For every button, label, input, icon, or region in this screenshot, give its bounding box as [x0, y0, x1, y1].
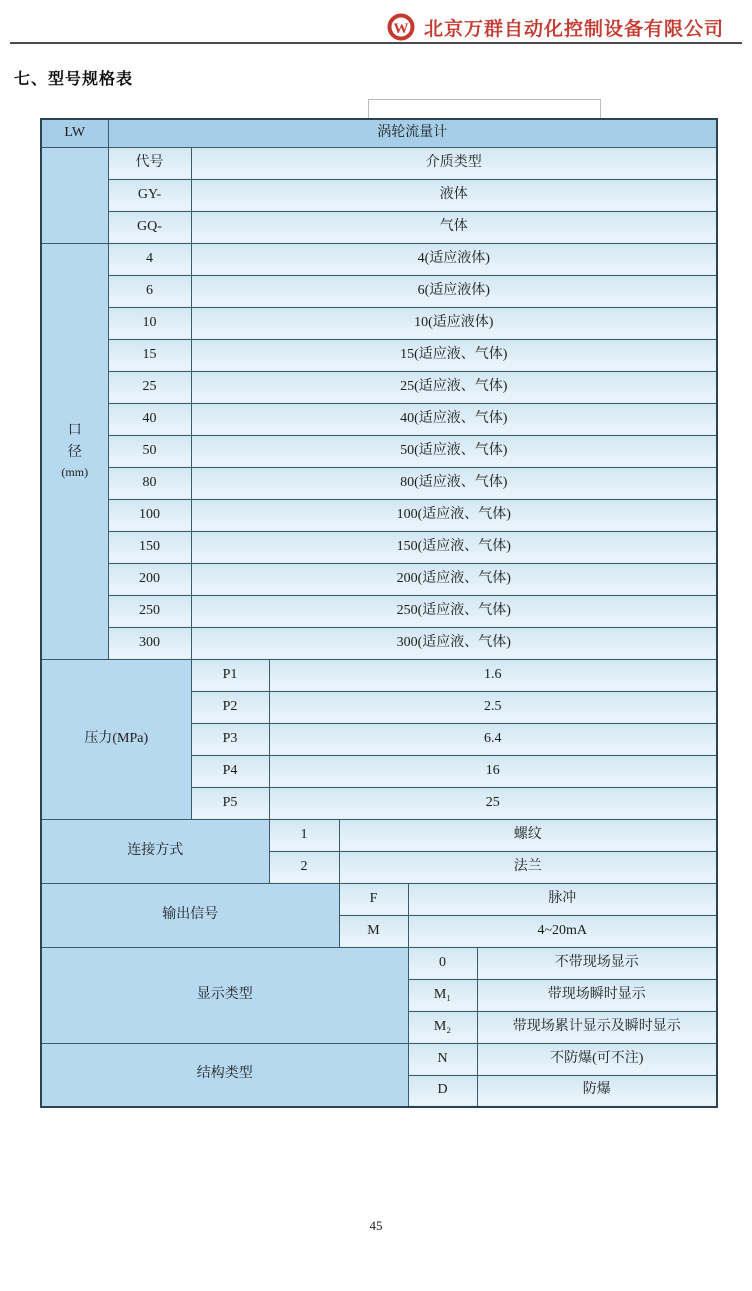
cell-code: 150	[108, 531, 191, 563]
cell-code: M₂	[408, 1011, 477, 1043]
cell-value: 带现场累计显示及瞬时显示	[477, 1011, 717, 1043]
table-row	[41, 371, 717, 403]
table-row	[41, 119, 717, 147]
cell-code: 300	[108, 627, 191, 659]
company-header	[386, 12, 724, 42]
model-name-cell: 涡轮流量计	[108, 119, 717, 147]
cell-value: 25	[269, 787, 717, 819]
output-signal-section-label-cell: 输出信号	[41, 883, 339, 947]
table-row	[41, 819, 717, 851]
table-row	[41, 211, 717, 243]
table-row	[41, 307, 717, 339]
cell-code: P5	[191, 787, 269, 819]
cell-value: 气体	[191, 211, 717, 243]
cell-value: 40(适应液、气体)	[191, 403, 717, 435]
cell-code: D	[408, 1075, 477, 1107]
cell-value: 1.6	[269, 659, 717, 691]
table-row	[41, 147, 717, 179]
cell-value: 防爆	[477, 1075, 717, 1107]
table-row	[41, 467, 717, 499]
table-row	[41, 499, 717, 531]
structure-type-section-label-cell: 结构类型	[41, 1043, 408, 1107]
cell-value: 150(适应液、气体)	[191, 531, 717, 563]
page-title: 七、型号规格表	[14, 71, 134, 88]
cell-value: 25(适应液、气体)	[191, 371, 717, 403]
cell-value: 80(适应液、气体)	[191, 467, 717, 499]
cell-code: 200	[108, 563, 191, 595]
cell-code: 250	[108, 595, 191, 627]
spec-table	[40, 118, 718, 1108]
table-row	[41, 595, 717, 627]
page-number: 45	[369, 1218, 383, 1233]
cell-value: 2.5	[269, 691, 717, 723]
cell-value: 250(适应液、气体)	[191, 595, 717, 627]
cell-value: 螺纹	[339, 819, 717, 851]
cell-value: 不带现场显示	[477, 947, 717, 979]
table-row	[41, 627, 717, 659]
cell-code: 40	[108, 403, 191, 435]
cell-code: P3	[191, 723, 269, 755]
cell-code: P1	[191, 659, 269, 691]
diameter-label-line: 口	[67, 423, 82, 439]
display-type-section-label-cell: 显示类型	[41, 947, 408, 1043]
cell-value: 脉冲	[408, 883, 717, 915]
diameter-section-label-cell	[41, 243, 108, 659]
cell-code: M₁	[408, 979, 477, 1011]
table-row	[41, 883, 717, 915]
table-row	[41, 339, 717, 371]
cell-code: 代号	[108, 147, 191, 179]
table-row	[41, 179, 717, 211]
cell-code: 25	[108, 371, 191, 403]
cell-code: 1	[269, 819, 339, 851]
cell-value: 液体	[191, 179, 717, 211]
cell-code: 0	[408, 947, 477, 979]
table-row	[41, 243, 717, 275]
cell-value: 4(适应液体)	[191, 243, 717, 275]
cell-value: 4~20mA	[408, 915, 717, 947]
cell-code: F	[339, 883, 408, 915]
diameter-label-line: 径	[67, 444, 82, 460]
cell-code: M	[339, 915, 408, 947]
table-row	[41, 531, 717, 563]
table-row	[41, 659, 717, 691]
table-row	[41, 403, 717, 435]
svg-text:W: W	[393, 21, 409, 37]
cell-code: 80	[108, 467, 191, 499]
cell-value: 不防爆(可不注)	[477, 1043, 717, 1075]
cell-value: 带现场瞬时显示	[477, 979, 717, 1011]
cell-value: 50(适应液、气体)	[191, 435, 717, 467]
cell-code: 4	[108, 243, 191, 275]
cell-value: 200(适应液、气体)	[191, 563, 717, 595]
company-logo-icon	[386, 12, 416, 42]
table-row	[41, 275, 717, 307]
cell-value: 300(适应液、气体)	[191, 627, 717, 659]
cell-code: 6	[108, 275, 191, 307]
model-code-cell: LW	[41, 119, 108, 147]
cell-value: 15(适应液、气体)	[191, 339, 717, 371]
cell-code: 100	[108, 499, 191, 531]
connection-section-label-cell: 连接方式	[41, 819, 269, 883]
table-row	[41, 563, 717, 595]
cell-value: 16	[269, 755, 717, 787]
cell-code: 10	[108, 307, 191, 339]
cell-value: 10(适应液体)	[191, 307, 717, 339]
cell-code: 2	[269, 851, 339, 883]
table-row	[41, 1043, 717, 1075]
company-name: 北京万群自动化控制设备有限公司	[423, 18, 724, 40]
cell-code: P2	[191, 691, 269, 723]
table-row	[41, 435, 717, 467]
cell-code: GY-	[108, 179, 191, 211]
table-row	[41, 947, 717, 979]
header-divider	[10, 42, 742, 44]
medium-section-label-cell	[41, 147, 108, 243]
empty-text-box	[368, 99, 601, 119]
cell-value: 100(适应液、气体)	[191, 499, 717, 531]
cell-code: N	[408, 1043, 477, 1075]
diameter-label-unit: (mm)	[61, 465, 89, 480]
cell-value: 6.4	[269, 723, 717, 755]
cell-code: GQ-	[108, 211, 191, 243]
cell-code: 15	[108, 339, 191, 371]
cell-value: 介质类型	[191, 147, 717, 179]
cell-code: P4	[191, 755, 269, 787]
cell-value: 法兰	[339, 851, 717, 883]
cell-value: 6(适应液体)	[191, 275, 717, 307]
cell-code: 50	[108, 435, 191, 467]
pressure-section-label-cell: 压力(MPa)	[41, 659, 191, 819]
